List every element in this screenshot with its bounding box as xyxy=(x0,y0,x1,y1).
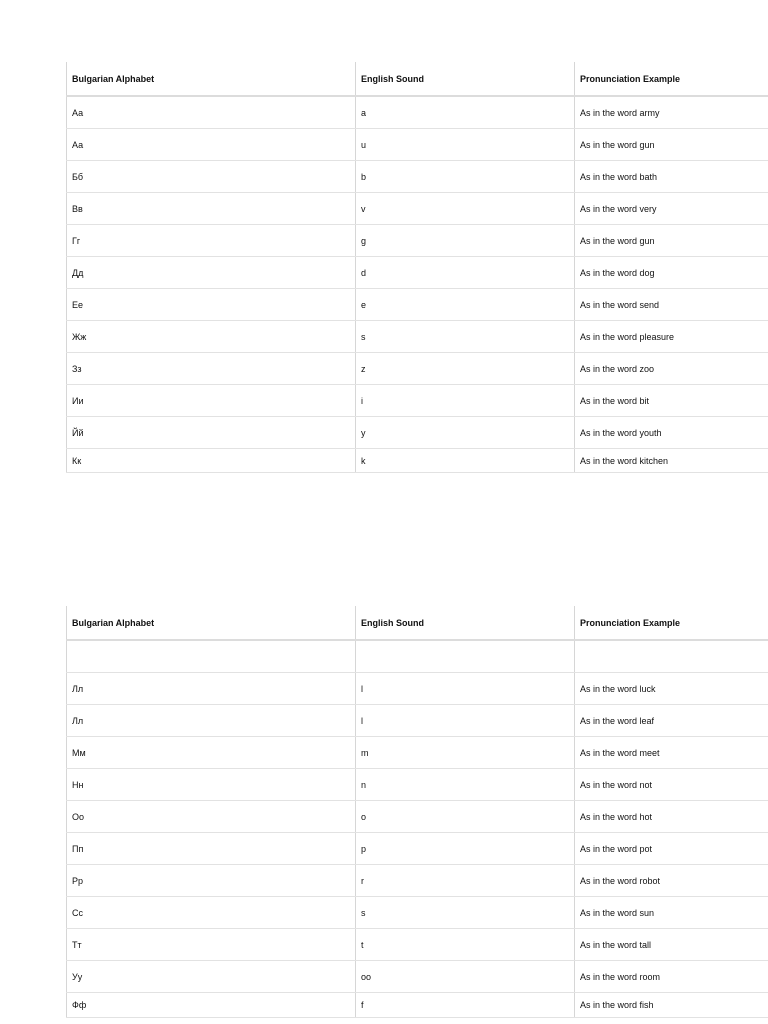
example-cell: As in the word luck xyxy=(575,673,768,705)
sound-cell: g xyxy=(356,225,575,257)
header-bulgarian-alphabet: Bulgarian Alphabet xyxy=(67,62,356,96)
sound-cell: u xyxy=(356,129,575,161)
table-row xyxy=(67,257,768,289)
example-cell: As in the word not xyxy=(575,769,768,801)
sound-cell: n xyxy=(356,769,575,801)
example-cell: As in the word gun xyxy=(575,225,768,257)
table-row xyxy=(67,769,768,801)
alphabet-table-2 xyxy=(66,606,768,1018)
sound-cell: s xyxy=(356,321,575,353)
letter-cell: Оо xyxy=(67,801,356,833)
example-cell: As in the word hot xyxy=(575,801,768,833)
example-cell: As in the word leaf xyxy=(575,705,768,737)
sound-cell: r xyxy=(356,865,575,897)
sound-cell: m xyxy=(356,737,575,769)
example-cell: As in the word very xyxy=(575,193,768,225)
table-row xyxy=(67,737,768,769)
sound-cell: e xyxy=(356,289,575,321)
table-row xyxy=(67,353,768,385)
table-row xyxy=(67,993,768,1018)
example-cell: As in the word tall xyxy=(575,929,768,961)
table-header-row xyxy=(67,62,768,96)
table-row xyxy=(67,96,768,129)
letter-cell: Жж xyxy=(67,321,356,353)
table-row xyxy=(67,929,768,961)
table-row xyxy=(67,961,768,993)
table-row xyxy=(67,705,768,737)
header-bulgarian-alphabet: Bulgarian Alphabet xyxy=(67,606,356,640)
table-row xyxy=(67,289,768,321)
letter-cell: Кк xyxy=(67,449,356,473)
example-cell: As in the word pleasure xyxy=(575,321,768,353)
sound-cell: oo xyxy=(356,961,575,993)
letter-cell: Нн xyxy=(67,769,356,801)
header-english-sound: English Sound xyxy=(356,606,575,640)
header-pronunciation-example: Pronunciation Example xyxy=(575,62,768,96)
sound-cell: t xyxy=(356,929,575,961)
table-row xyxy=(67,640,768,673)
sound-cell: p xyxy=(356,833,575,865)
letter-cell: Сс xyxy=(67,897,356,929)
table-row xyxy=(67,801,768,833)
letter-cell: Дд xyxy=(67,257,356,289)
table-row xyxy=(67,417,768,449)
table-row xyxy=(67,833,768,865)
sound-cell: i xyxy=(356,385,575,417)
sound-cell: s xyxy=(356,897,575,929)
example-cell: As in the word room xyxy=(575,961,768,993)
sound-cell: z xyxy=(356,353,575,385)
letter-cell: Бб xyxy=(67,161,356,193)
letter-cell: Фф xyxy=(67,993,356,1018)
sound-cell: a xyxy=(356,96,575,129)
table-row xyxy=(67,321,768,353)
letter-cell: Рр xyxy=(67,865,356,897)
header-english-sound: English Sound xyxy=(356,62,575,96)
example-cell: As in the word robot xyxy=(575,865,768,897)
letter-cell: Аа xyxy=(67,96,356,129)
letter-cell: Вв xyxy=(67,193,356,225)
example-cell: As in the word kitchen xyxy=(575,449,768,473)
example-cell: As in the word pot xyxy=(575,833,768,865)
example-cell xyxy=(575,640,768,673)
header-pronunciation-example: Pronunciation Example xyxy=(575,606,768,640)
sound-cell xyxy=(356,640,575,673)
letter-cell: Аа xyxy=(67,129,356,161)
example-cell: As in the word youth xyxy=(575,417,768,449)
example-cell: As in the word sun xyxy=(575,897,768,929)
table-row xyxy=(67,193,768,225)
sound-cell: o xyxy=(356,801,575,833)
sound-cell: l xyxy=(356,705,575,737)
example-cell: As in the word send xyxy=(575,289,768,321)
table-row xyxy=(67,449,768,473)
example-cell: As in the word gun xyxy=(575,129,768,161)
example-cell: As in the word bit xyxy=(575,385,768,417)
sound-cell: b xyxy=(356,161,575,193)
letter-cell: Гг xyxy=(67,225,356,257)
example-cell: As in the word army xyxy=(575,96,768,129)
alphabet-table-1 xyxy=(66,62,768,473)
example-cell: As in the word fish xyxy=(575,993,768,1018)
letter-cell: Зз xyxy=(67,353,356,385)
table-header-row xyxy=(67,606,768,640)
letter-cell: Лл xyxy=(67,705,356,737)
example-cell: As in the word dog xyxy=(575,257,768,289)
sound-cell: f xyxy=(356,993,575,1018)
letter-cell: Пп xyxy=(67,833,356,865)
sound-cell: v xyxy=(356,193,575,225)
example-cell: As in the word bath xyxy=(575,161,768,193)
letter-cell: Ее xyxy=(67,289,356,321)
letter-cell: Ии xyxy=(67,385,356,417)
table-row xyxy=(67,385,768,417)
table-row xyxy=(67,225,768,257)
example-cell: As in the word zoo xyxy=(575,353,768,385)
table-row xyxy=(67,673,768,705)
letter-cell: Уу xyxy=(67,961,356,993)
table-row xyxy=(67,897,768,929)
sound-cell: k xyxy=(356,449,575,473)
example-cell: As in the word meet xyxy=(575,737,768,769)
letter-cell: Тт xyxy=(67,929,356,961)
sound-cell: l xyxy=(356,673,575,705)
letter-cell: Йй xyxy=(67,417,356,449)
letter-cell: Лл xyxy=(67,673,356,705)
sound-cell: d xyxy=(356,257,575,289)
letter-cell: Мм xyxy=(67,737,356,769)
table-row xyxy=(67,161,768,193)
table-row xyxy=(67,865,768,897)
table-row xyxy=(67,129,768,161)
letter-cell xyxy=(67,640,356,673)
sound-cell: y xyxy=(356,417,575,449)
